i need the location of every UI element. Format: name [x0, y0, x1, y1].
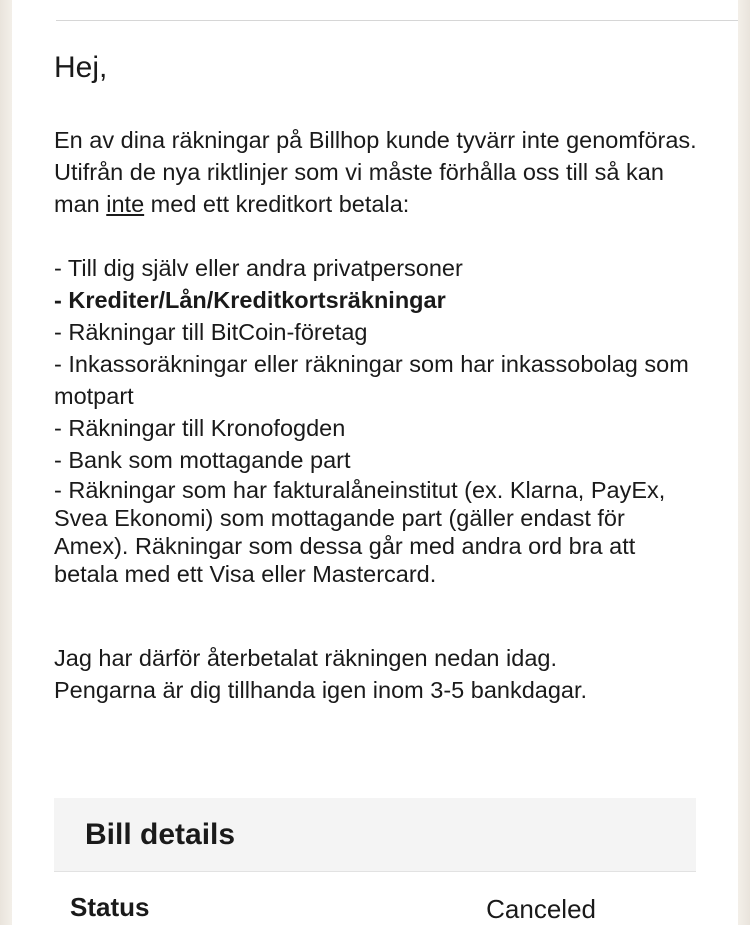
- left-margin: [0, 0, 12, 925]
- list-item: - Till dig själv eller andra privatpersoner: [54, 255, 463, 281]
- list-item: - Inkassoräkningar eller räkningar som har inkassobolag som motpart: [54, 351, 689, 409]
- spacer: [54, 588, 704, 642]
- rules-text: [54, 156, 704, 220]
- rules-emphasis: inte: [106, 191, 145, 217]
- restriction-list: [54, 252, 704, 588]
- list-item: - Räkningar till BitCoin-företag: [54, 319, 368, 345]
- spacer: [54, 220, 704, 252]
- list-item: - Bank som mottagande part: [54, 447, 351, 473]
- list-item: - Räkningar till Kronofogden: [54, 415, 346, 441]
- list-item: - Räkningar som har fakturalåneinstitut (ex. Klarna, PayEx, Svea Ekonomi) som mottagande part (gäller endast för Amex). Räkningar som dessa går med andra ord bra att betala med ett Visa eller Mastercard.: [54, 477, 666, 587]
- top-divider: [56, 20, 738, 21]
- bill-details-row: [54, 872, 696, 925]
- status-label: Status: [70, 892, 150, 922]
- status-value: Canceled: [486, 894, 596, 924]
- greeting: Hej,: [54, 51, 108, 84]
- list-item: - Krediter/Lån/Kreditkortsräkningar: [54, 287, 446, 313]
- bill-details: [54, 798, 696, 925]
- rules-prefix: Utifrån de nya riktlinjer som vi måste förhålla oss till så kan man: [54, 159, 664, 217]
- bill-details-title: Bill details: [54, 798, 696, 872]
- right-margin: [738, 0, 750, 925]
- email-body: [54, 44, 704, 706]
- rules-suffix: med ett kreditkort betala:: [144, 191, 410, 217]
- intro-text: En av dina räkningar på Billhop kunde tyvärr inte genomföras.: [54, 127, 697, 153]
- refund-text: Jag har därför återbetalat räkningen nedan idag.: [54, 645, 557, 671]
- refund-timing-text: Pengarna är dig tillhanda igen inom 3-5 bankdagar.: [54, 677, 588, 703]
